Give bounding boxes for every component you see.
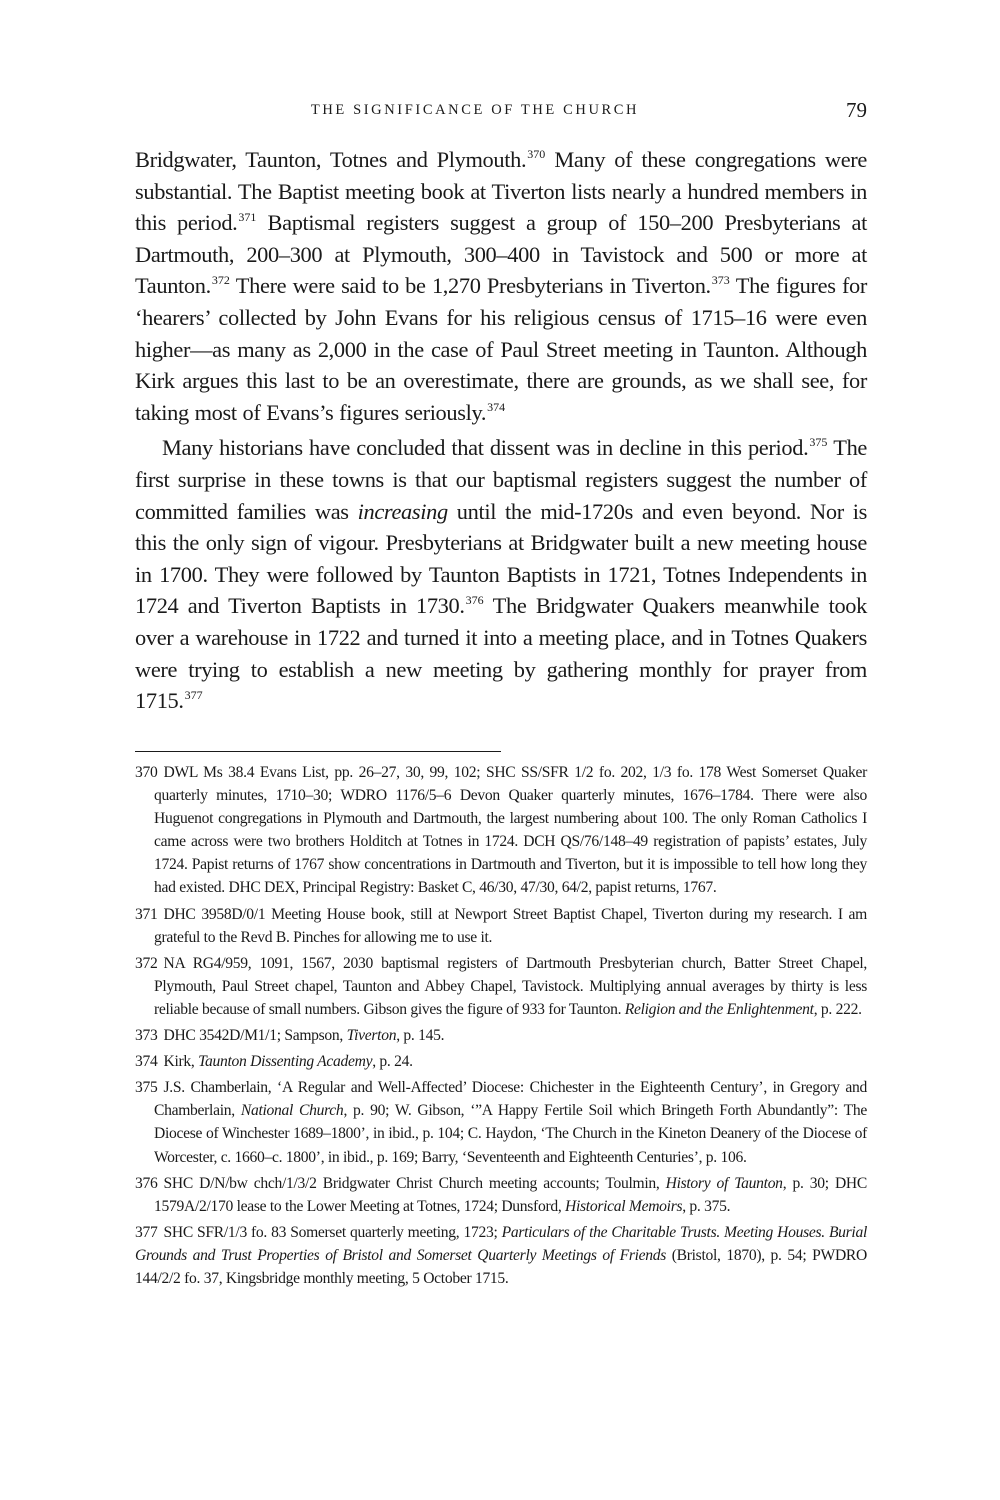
text-run: Baptismal registers suggest a group of 150–200 Presbyterians at Dartmouth, 200–300 at Plymouth, 300–400 in Tavistock and 500 or more at Taunton.	[135, 210, 867, 299]
paragraph-1	[135, 144, 867, 428]
footnote-374	[135, 1050, 867, 1073]
footnote-number: 374	[135, 1053, 158, 1071]
footnote-number: 377	[135, 1223, 158, 1241]
emphasis: increasing	[357, 498, 448, 524]
footnote-text: SHC D/N/bw chch/1/3/2 Bridgwater Christ Church meeting accounts; Toulmin,	[163, 1174, 666, 1192]
footnote-title: Taunton Dissenting Academy	[198, 1053, 373, 1071]
running-head	[135, 98, 867, 122]
text-run: Bridgwater, Taunton, Totnes and Plymouth.	[135, 147, 527, 172]
footnote-ref-370[interactable]: 370	[527, 147, 546, 161]
footnote-number: 371	[135, 905, 158, 923]
footnote-373	[135, 1024, 867, 1047]
footnote-number: 373	[135, 1027, 158, 1045]
footnote-377	[135, 1221, 867, 1290]
footnote-text: DWL Ms 38.4 Evans List, pp. 26–27, 30, 99, 102; SHC SS/SFR 1/2 fo. 202, 1/3 fo. 178 West Somerset Quaker quarterly minutes, 1710–30; WDRO 1176/5–6 Devon Quaker quarterly minutes, 1676–1784. There were also Huguenot congregations in Plymouth and Dartmouth, the largest numbering about 100. The only Roman Catholics I came across were two brothers Holditch at Totnes in 1724. DCH QS/76/148–49 registration of papists’ estates, July 1724. Papist returns of 1767 show concentrations in Dartmouth and Tiverton, but it is impossible to tell how long they had existed. DHC DEX, Principal Registry: Basket C, 46/30, 47/30, 64/2, papist returns, 1767.	[154, 764, 867, 897]
main-text	[135, 144, 867, 717]
page-number: 79	[846, 98, 867, 122]
text-run: Many historians have concluded that dissent was in decline in this period.	[162, 435, 809, 461]
text-run: The first surprise in these towns is that our baptismal registers suggest the number of committed families was	[135, 435, 868, 524]
footnote-number: 372	[135, 954, 158, 972]
footnote-separator	[135, 751, 501, 752]
footnote-ref-374[interactable]: 374	[487, 399, 506, 414]
footnote-title: National Church	[240, 1102, 344, 1120]
footnote-title: Historical Memoirs	[565, 1197, 683, 1215]
footnote-text: , p. 145.	[396, 1027, 445, 1045]
footnote-text: DHC 3542D/M1/1; Sampson,	[163, 1027, 347, 1045]
footnote-text: , p. 30; DHC 1579A/2/170 lease to the Lower Meeting at Totnes, 1724; Dunsford,	[154, 1174, 867, 1215]
footnote-text: , p. 90; W. Gibson, ‘”A Happy Fertile Soil which Bringeth Forth Abundantly”: The Diocese of Winchester 1689–1800’, in ibid., p. 104; C. Haydon, ‘The Church in the Kineton Deanery of the Diocese of Worcester, c. 1660–c. 1800’, in ibid., p. 169; Barry, ‘Seventeenth and Eighteenth Centuries’, p. 106.	[154, 1102, 868, 1166]
footnote-text: , p. 375.	[682, 1197, 731, 1215]
text-run: There were said to be 1,270 Presbyterians in Tiverton.	[229, 273, 711, 299]
footnote-ref-377[interactable]: 377	[184, 688, 203, 703]
text-run: The Bridgwater Quakers meanwhile took over a warehouse in 1722 and turned it into a meeting place, and in Totnes Quakers were trying to establish a new meeting by gathering monthly for prayer from 1715.	[135, 593, 867, 714]
footnote-text: SHC SFR/1/3 fo. 83 Somerset quarterly meeting, 1723;	[163, 1223, 502, 1241]
footnote-ref-375[interactable]: 375	[809, 435, 828, 450]
footnote-title: Particulars of the Charitable Trusts. Meeting Houses. Burial Grounds and Trust Properties of Bristol and Somerset Quarterly Meetings of Friends	[135, 1223, 867, 1264]
footnote-ref-373[interactable]: 373	[711, 273, 730, 288]
footnote-title: Tiverton	[346, 1027, 397, 1045]
footnote-text: (Bristol, 1870), p. 54; PWDRO 144/2/2 fo. 37, Kingsbridge monthly meeting, 5 October 1715.	[135, 1246, 867, 1287]
footnote-number: 370	[135, 764, 158, 781]
running-title: THE SIGNIFICANCE OF THE CHURCH	[310, 102, 640, 118]
text-run: until the mid-1720s and even beyond. Nor is this the only sign of vigour. Presbyterians at Bridgwater built a new meeting house in 1700. They were followed by Taunton Baptists in 1721, Totnes Independents in 1724 and Tiverton Baptists in 1730.	[135, 498, 867, 619]
footnote-371	[135, 903, 867, 949]
footnote-text: J.S. Chamberlain, ‘A Regular and Well-Affected’ Diocese: Chichester in the Eighteenth Century’, in Gregory and Chamberlain,	[154, 1079, 867, 1120]
paragraph-2	[135, 432, 867, 716]
text-run: Many of these congregations were substantial. The Baptist meeting book at Tiverton lists nearly a hundred members in this period.	[135, 147, 868, 236]
footnote-376	[135, 1172, 867, 1218]
footnote-text: , p. 24.	[372, 1053, 413, 1071]
footnote-text: Kirk,	[163, 1053, 199, 1071]
footnote-text: , p. 222.	[813, 1000, 862, 1018]
footnote-ref-376[interactable]: 376	[465, 593, 484, 608]
footnote-text: NA RG4/959, 1091, 1567, 2030 baptismal registers of Dartmouth Presbyterian church, Batter Street Chapel, Plymouth, Paul Street chapel, Taunton and Abbey Chapel, Tavistock. Multiplying annual averages by thirty is less reliable because of small numbers. Gibson gives the figure of 933 for Taunton.	[154, 954, 867, 1018]
footnotes	[135, 761, 867, 1293]
footnote-text: DHC 3958D/0/1 Meeting House book, still at Newport Street Baptist Chapel, Tiverton during my research. I am grateful to the Revd B. Pinches for allowing me to use it.	[154, 905, 867, 946]
footnote-ref-372[interactable]: 372	[211, 273, 230, 288]
footnote-375	[135, 1076, 867, 1168]
footnote-370	[135, 761, 867, 900]
footnote-number: 376	[135, 1174, 158, 1192]
footnote-372	[135, 952, 867, 1021]
text-run: The figures for ‘hearers’ collected by John Evans for his religious census of 1715–16 were even higher—as many as 2,000 in the case of Paul Street meeting in Taunton. Although Kirk argues this last to be an overestimate, there are grounds, as we shall see, for taking most of Evans’s figures seriously.	[135, 273, 867, 425]
footnote-title: History of Taunton	[665, 1174, 783, 1192]
footnote-number: 375	[135, 1079, 158, 1097]
footnote-title: Religion and the Enlightenment	[624, 1000, 814, 1018]
footnote-ref-371[interactable]: 371	[238, 210, 257, 225]
